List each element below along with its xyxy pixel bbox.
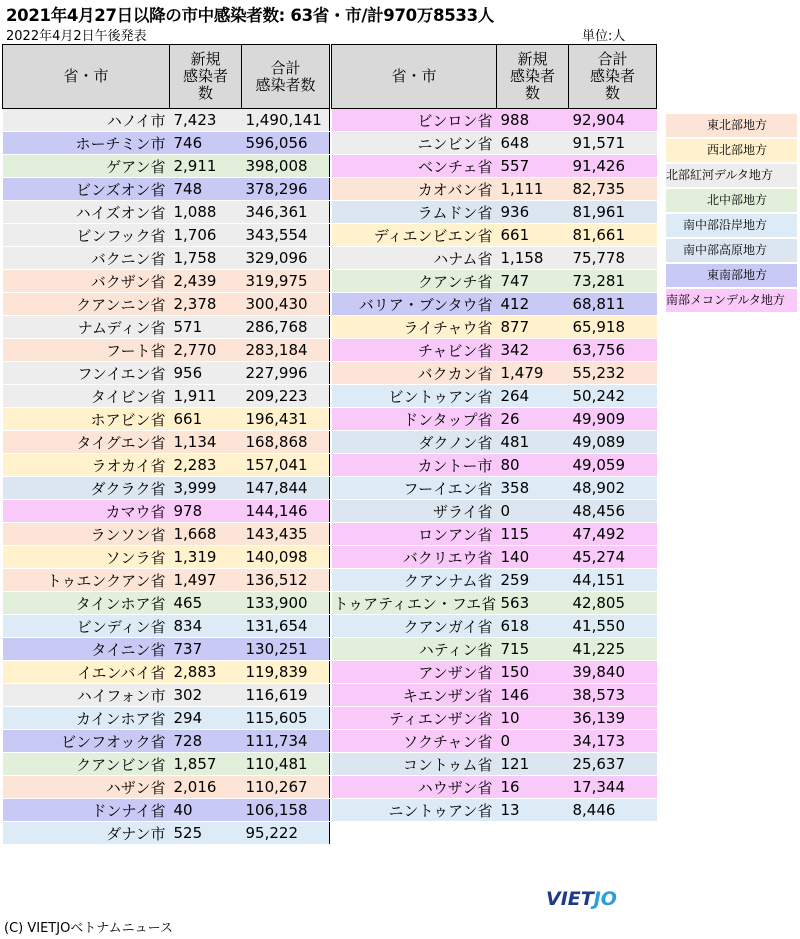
total-cases-cell: 130,251 [242, 638, 330, 661]
total-cases-cell: 227,996 [242, 362, 330, 385]
total-cases-header [569, 45, 657, 109]
new-cases-cell: 747 [497, 270, 569, 293]
new-cases-cell: 728 [170, 730, 242, 753]
table-row [3, 707, 330, 730]
total-cases-cell: 63,756 [569, 339, 657, 362]
table-row [332, 500, 657, 523]
total-cases-cell: 111,734 [242, 730, 330, 753]
table-row [332, 684, 657, 707]
total-cases-cell: 41,550 [569, 615, 657, 638]
new-cases-cell: 13 [497, 799, 569, 822]
logo-part: JO [593, 888, 617, 910]
total-cases-cell: 48,456 [569, 500, 657, 523]
province-cell: タイニン省 [3, 638, 170, 661]
new-cases-cell: 737 [170, 638, 242, 661]
left-table-body [3, 109, 330, 845]
table-row [332, 569, 657, 592]
table-row [3, 408, 330, 431]
province-cell: ドンタップ省 [332, 408, 497, 431]
total-cases-cell: 286,768 [242, 316, 330, 339]
total-cases-cell: 17,344 [569, 776, 657, 799]
new-cases-cell: 1,479 [497, 362, 569, 385]
province-cell: ラオカイ省 [3, 454, 170, 477]
table-row [3, 132, 330, 155]
new-cases-cell: 834 [170, 615, 242, 638]
page-title: 2021年4月27日以降の市中感染者数: 63省・市/計970万8533人 [6, 6, 494, 25]
table-row [3, 362, 330, 385]
province-cell: バクカン省 [332, 362, 497, 385]
province-cell: バクリエウ省 [332, 546, 497, 569]
table-row [332, 454, 657, 477]
total-cases-cell: 34,173 [569, 730, 657, 753]
right-table-body [332, 109, 657, 822]
new-cases-cell: 1,088 [170, 201, 242, 224]
total-cases-cell: 329,096 [242, 247, 330, 270]
table-row [3, 569, 330, 592]
table-row [332, 132, 657, 155]
province-cell: フンイエン省 [3, 362, 170, 385]
province-cell: クアンナム省 [332, 569, 497, 592]
legend-item: 西北部地方 [666, 139, 797, 162]
total-cases-header [242, 45, 330, 109]
table-row [332, 753, 657, 776]
total-cases-cell: 49,059 [569, 454, 657, 477]
province-cell: チャビン省 [332, 339, 497, 362]
total-cases-cell: 343,554 [242, 224, 330, 247]
new-cases-cell: 115 [497, 523, 569, 546]
total-cases-cell: 95,222 [242, 822, 330, 845]
province-cell: ソンラ省 [3, 546, 170, 569]
new-cases-cell: 294 [170, 707, 242, 730]
table-row [332, 799, 657, 822]
total-cases-cell: 346,361 [242, 201, 330, 224]
total-cases-cell: 82,735 [569, 178, 657, 201]
new-cases-header [170, 45, 242, 109]
table-row [3, 615, 330, 638]
total-cases-cell: 68,811 [569, 293, 657, 316]
new-cases-cell: 618 [497, 615, 569, 638]
header-line: 感染者 [182, 67, 228, 85]
total-cases-cell: 48,902 [569, 477, 657, 500]
total-cases-cell: 41,225 [569, 638, 657, 661]
province-cell: ビンフオック省 [3, 730, 170, 753]
new-cases-cell: 2,378 [170, 293, 242, 316]
header-row [332, 45, 657, 109]
province-cell: ハティン省 [332, 638, 497, 661]
legend-item: 北中部地方 [666, 189, 797, 212]
total-cases-cell: 42,805 [569, 592, 657, 615]
province-cell: コントゥム省 [332, 753, 497, 776]
table-row [3, 293, 330, 316]
table-row [332, 615, 657, 638]
vietjo-logo [546, 888, 617, 910]
new-cases-cell: 0 [497, 500, 569, 523]
table-row [3, 546, 330, 569]
table-row [332, 431, 657, 454]
new-cases-cell: 259 [497, 569, 569, 592]
table-row [3, 316, 330, 339]
province-cell: ダナン市 [3, 822, 170, 845]
table-row [332, 339, 657, 362]
new-cases-cell: 648 [497, 132, 569, 155]
legend-item: 東南部地方 [666, 264, 797, 287]
new-cases-cell: 80 [497, 454, 569, 477]
new-cases-cell: 877 [497, 316, 569, 339]
total-cases-cell: 36,139 [569, 707, 657, 730]
table-row [332, 293, 657, 316]
new-cases-cell: 40 [170, 799, 242, 822]
header-line: 感染者数 [255, 75, 316, 94]
new-cases-cell: 2,283 [170, 454, 242, 477]
table-row [332, 661, 657, 684]
table-row [332, 408, 657, 431]
new-cases-cell: 1,758 [170, 247, 242, 270]
new-cases-cell: 150 [497, 661, 569, 684]
total-cases-cell: 147,844 [242, 477, 330, 500]
header-line: 合計 [597, 50, 628, 68]
total-cases-cell: 45,274 [569, 546, 657, 569]
table-row [3, 178, 330, 201]
table-row [3, 753, 330, 776]
table-row [3, 155, 330, 178]
province-cell: アンザン省 [332, 661, 497, 684]
province-cell: イエンバイ省 [3, 661, 170, 684]
table-row [3, 224, 330, 247]
new-cases-cell: 264 [497, 385, 569, 408]
province-cell: バリア・ブンタウ省 [332, 293, 497, 316]
new-cases-cell: 1,857 [170, 753, 242, 776]
region-legend [666, 114, 797, 314]
province-cell: ラムドン省 [332, 201, 497, 224]
total-cases-cell: 596,056 [242, 132, 330, 155]
province-cell: ベンチェ省 [332, 155, 497, 178]
new-cases-cell: 748 [170, 178, 242, 201]
table-row [332, 776, 657, 799]
total-cases-cell: 75,778 [569, 247, 657, 270]
new-cases-cell: 978 [170, 500, 242, 523]
new-cases-cell: 525 [170, 822, 242, 845]
total-cases-cell: 133,900 [242, 592, 330, 615]
new-cases-cell: 2,439 [170, 270, 242, 293]
new-cases-cell: 0 [497, 730, 569, 753]
total-cases-cell: 8,446 [569, 799, 657, 822]
table-row [332, 178, 657, 201]
table-row [3, 431, 330, 454]
table-row [3, 684, 330, 707]
new-cases-cell: 146 [497, 684, 569, 707]
new-cases-cell: 358 [497, 477, 569, 500]
total-cases-cell: 140,098 [242, 546, 330, 569]
new-cases-cell: 1,497 [170, 569, 242, 592]
table-row [3, 247, 330, 270]
province-cell: ソクチャン省 [332, 730, 497, 753]
new-cases-header [497, 45, 569, 109]
table-row [332, 316, 657, 339]
new-cases-cell: 302 [170, 684, 242, 707]
province-cell: ナムディン省 [3, 316, 170, 339]
new-cases-cell: 121 [497, 753, 569, 776]
total-cases-cell: 106,158 [242, 799, 330, 822]
table-row [3, 270, 330, 293]
new-cases-cell: 2,770 [170, 339, 242, 362]
new-cases-cell: 140 [497, 546, 569, 569]
province-cell: カオバン省 [332, 178, 497, 201]
total-cases-cell: 116,619 [242, 684, 330, 707]
new-cases-cell: 412 [497, 293, 569, 316]
table-row [3, 109, 330, 132]
total-cases-cell: 398,008 [242, 155, 330, 178]
province-cell: カインホア省 [3, 707, 170, 730]
unit-label: 単位:人 [582, 29, 626, 44]
table-row [3, 201, 330, 224]
new-cases-cell: 746 [170, 132, 242, 155]
total-cases-cell: 91,426 [569, 155, 657, 178]
total-cases-cell: 1,490,141 [242, 109, 330, 132]
province-cell: ビントゥアン省 [332, 385, 497, 408]
new-cases-cell: 571 [170, 316, 242, 339]
new-cases-cell: 661 [170, 408, 242, 431]
total-cases-cell: 47,492 [569, 523, 657, 546]
province-cell: ハザン省 [3, 776, 170, 799]
province-cell: バクニン省 [3, 247, 170, 270]
total-cases-cell: 209,223 [242, 385, 330, 408]
province-header: 省・市 [3, 45, 170, 109]
table-row [332, 477, 657, 500]
new-cases-cell: 2,016 [170, 776, 242, 799]
table-row [332, 155, 657, 178]
total-cases-cell: 49,909 [569, 408, 657, 431]
new-cases-cell: 1,706 [170, 224, 242, 247]
table-row [3, 638, 330, 661]
province-cell: トゥアティエン・フエ省 [332, 592, 497, 615]
total-cases-cell: 300,430 [242, 293, 330, 316]
new-cases-cell: 26 [497, 408, 569, 431]
total-cases-cell: 92,904 [569, 109, 657, 132]
table-row [3, 523, 330, 546]
left-cases-table [2, 44, 330, 845]
province-cell: ライチャウ省 [332, 316, 497, 339]
total-cases-cell: 44,151 [569, 569, 657, 592]
legend-item: 東北部地方 [666, 114, 797, 137]
total-cases-cell: 115,605 [242, 707, 330, 730]
province-cell: ダクラク省 [3, 477, 170, 500]
legend-item: 北部紅河デルタ地方 [666, 164, 797, 187]
province-cell: フート省 [3, 339, 170, 362]
province-cell: ニンビン省 [332, 132, 497, 155]
province-cell: ビンフック省 [3, 224, 170, 247]
table-row [3, 661, 330, 684]
table-row [332, 546, 657, 569]
total-cases-cell: 136,512 [242, 569, 330, 592]
new-cases-cell: 481 [497, 431, 569, 454]
total-cases-cell: 168,868 [242, 431, 330, 454]
table-row [332, 201, 657, 224]
table-row [3, 500, 330, 523]
total-cases-cell: 131,654 [242, 615, 330, 638]
province-cell: タイグエン省 [3, 431, 170, 454]
province-cell: ロンアン省 [332, 523, 497, 546]
new-cases-cell: 557 [497, 155, 569, 178]
total-cases-cell: 55,232 [569, 362, 657, 385]
new-cases-cell: 1,319 [170, 546, 242, 569]
province-cell: ディエンビエン省 [332, 224, 497, 247]
new-cases-cell: 1,668 [170, 523, 242, 546]
province-cell: ランソン省 [3, 523, 170, 546]
total-cases-cell: 144,146 [242, 500, 330, 523]
credit-text: (C) VIETJOベトナムニュース [4, 921, 174, 936]
total-cases-cell: 319,975 [242, 270, 330, 293]
table-row [332, 270, 657, 293]
province-cell: ホアビン省 [3, 408, 170, 431]
province-cell: タインホア省 [3, 592, 170, 615]
province-cell: ハウザン省 [332, 776, 497, 799]
right-cases-table [331, 44, 657, 822]
legend-item: 南中部高原地方 [666, 239, 797, 262]
table-row [3, 454, 330, 477]
total-cases-cell: 110,481 [242, 753, 330, 776]
total-cases-cell: 25,637 [569, 753, 657, 776]
legend-item: 南部メコンデルタ地方 [666, 289, 797, 312]
province-cell: トゥエンクアン省 [3, 569, 170, 592]
province-cell: ハイズオン省 [3, 201, 170, 224]
new-cases-cell: 988 [497, 109, 569, 132]
table-row [3, 592, 330, 615]
province-cell: カマウ省 [3, 500, 170, 523]
table-row [332, 638, 657, 661]
province-cell: タイビン省 [3, 385, 170, 408]
province-cell: ハナム省 [332, 247, 497, 270]
new-cases-cell: 1,134 [170, 431, 242, 454]
logo-part: VIET [546, 888, 594, 910]
new-cases-cell: 10 [497, 707, 569, 730]
total-cases-cell: 73,281 [569, 270, 657, 293]
total-cases-cell: 378,296 [242, 178, 330, 201]
table-row [3, 776, 330, 799]
table-row [332, 362, 657, 385]
total-cases-cell: 39,840 [569, 661, 657, 684]
new-cases-cell: 1,111 [497, 178, 569, 201]
province-cell: ティエンザン省 [332, 707, 497, 730]
province-cell: ザライ省 [332, 500, 497, 523]
province-cell: ビンディン省 [3, 615, 170, 638]
new-cases-cell: 1,158 [497, 247, 569, 270]
table-row [3, 339, 330, 362]
table-row [332, 592, 657, 615]
total-cases-cell: 119,839 [242, 661, 330, 684]
province-cell: クアンビン省 [3, 753, 170, 776]
total-cases-cell: 143,435 [242, 523, 330, 546]
new-cases-cell: 1,911 [170, 385, 242, 408]
province-cell: ゲアン省 [3, 155, 170, 178]
province-cell: ビンロン省 [332, 109, 497, 132]
table-row [3, 730, 330, 753]
province-cell: ホーチミン市 [3, 132, 170, 155]
header-line: 合計 [270, 58, 301, 77]
new-cases-cell: 2,883 [170, 661, 242, 684]
province-cell: ドンナイ省 [3, 799, 170, 822]
new-cases-cell: 661 [497, 224, 569, 247]
table-row [3, 822, 330, 845]
province-cell: キエンザン省 [332, 684, 497, 707]
province-cell: ハイフォン市 [3, 684, 170, 707]
province-header: 省・市 [332, 45, 497, 109]
new-cases-cell: 465 [170, 592, 242, 615]
total-cases-cell: 50,242 [569, 385, 657, 408]
province-cell: クアンニン省 [3, 293, 170, 316]
province-cell: ハノイ市 [3, 109, 170, 132]
new-cases-cell: 16 [497, 776, 569, 799]
province-cell: クアンチ省 [332, 270, 497, 293]
new-cases-cell: 2,911 [170, 155, 242, 178]
province-cell: フーイエン省 [332, 477, 497, 500]
table-row [332, 109, 657, 132]
total-cases-cell: 157,041 [242, 454, 330, 477]
table-row [332, 707, 657, 730]
announcement-date: 2022年4月2日午後発表 [6, 29, 147, 44]
total-cases-cell: 283,184 [242, 339, 330, 362]
header-line: 新規 [517, 50, 548, 68]
total-cases-cell: 65,918 [569, 316, 657, 339]
header-row [3, 45, 330, 109]
header-line: 感染者 [509, 67, 555, 85]
province-cell: カントー市 [332, 454, 497, 477]
province-cell: ビンズオン省 [3, 178, 170, 201]
province-cell: ニントゥアン省 [332, 799, 497, 822]
province-cell: ダクノン省 [332, 431, 497, 454]
table-row [332, 523, 657, 546]
table-row [332, 730, 657, 753]
new-cases-cell: 342 [497, 339, 569, 362]
province-cell: バクザン省 [3, 270, 170, 293]
table-row [3, 477, 330, 500]
table-row [3, 385, 330, 408]
total-cases-cell: 81,661 [569, 224, 657, 247]
total-cases-cell: 196,431 [242, 408, 330, 431]
new-cases-cell: 3,999 [170, 477, 242, 500]
province-cell: クアンガイ省 [332, 615, 497, 638]
header-line: 数 [604, 84, 620, 102]
new-cases-cell: 715 [497, 638, 569, 661]
table-row [332, 385, 657, 408]
new-cases-cell: 936 [497, 201, 569, 224]
new-cases-cell: 7,423 [170, 109, 242, 132]
total-cases-cell: 81,961 [569, 201, 657, 224]
total-cases-cell: 38,573 [569, 684, 657, 707]
total-cases-cell: 49,089 [569, 431, 657, 454]
legend-item: 南中部沿岸地方 [666, 214, 797, 237]
new-cases-cell: 563 [497, 592, 569, 615]
table-row [3, 799, 330, 822]
new-cases-cell: 956 [170, 362, 242, 385]
table-row [332, 224, 657, 247]
header-line: 数 [197, 84, 213, 102]
header-line: 数 [524, 84, 540, 102]
total-cases-cell: 110,267 [242, 776, 330, 799]
header-line: 感染者 [589, 67, 635, 85]
header-line: 新規 [190, 50, 221, 68]
table-row [332, 247, 657, 270]
total-cases-cell: 91,571 [569, 132, 657, 155]
